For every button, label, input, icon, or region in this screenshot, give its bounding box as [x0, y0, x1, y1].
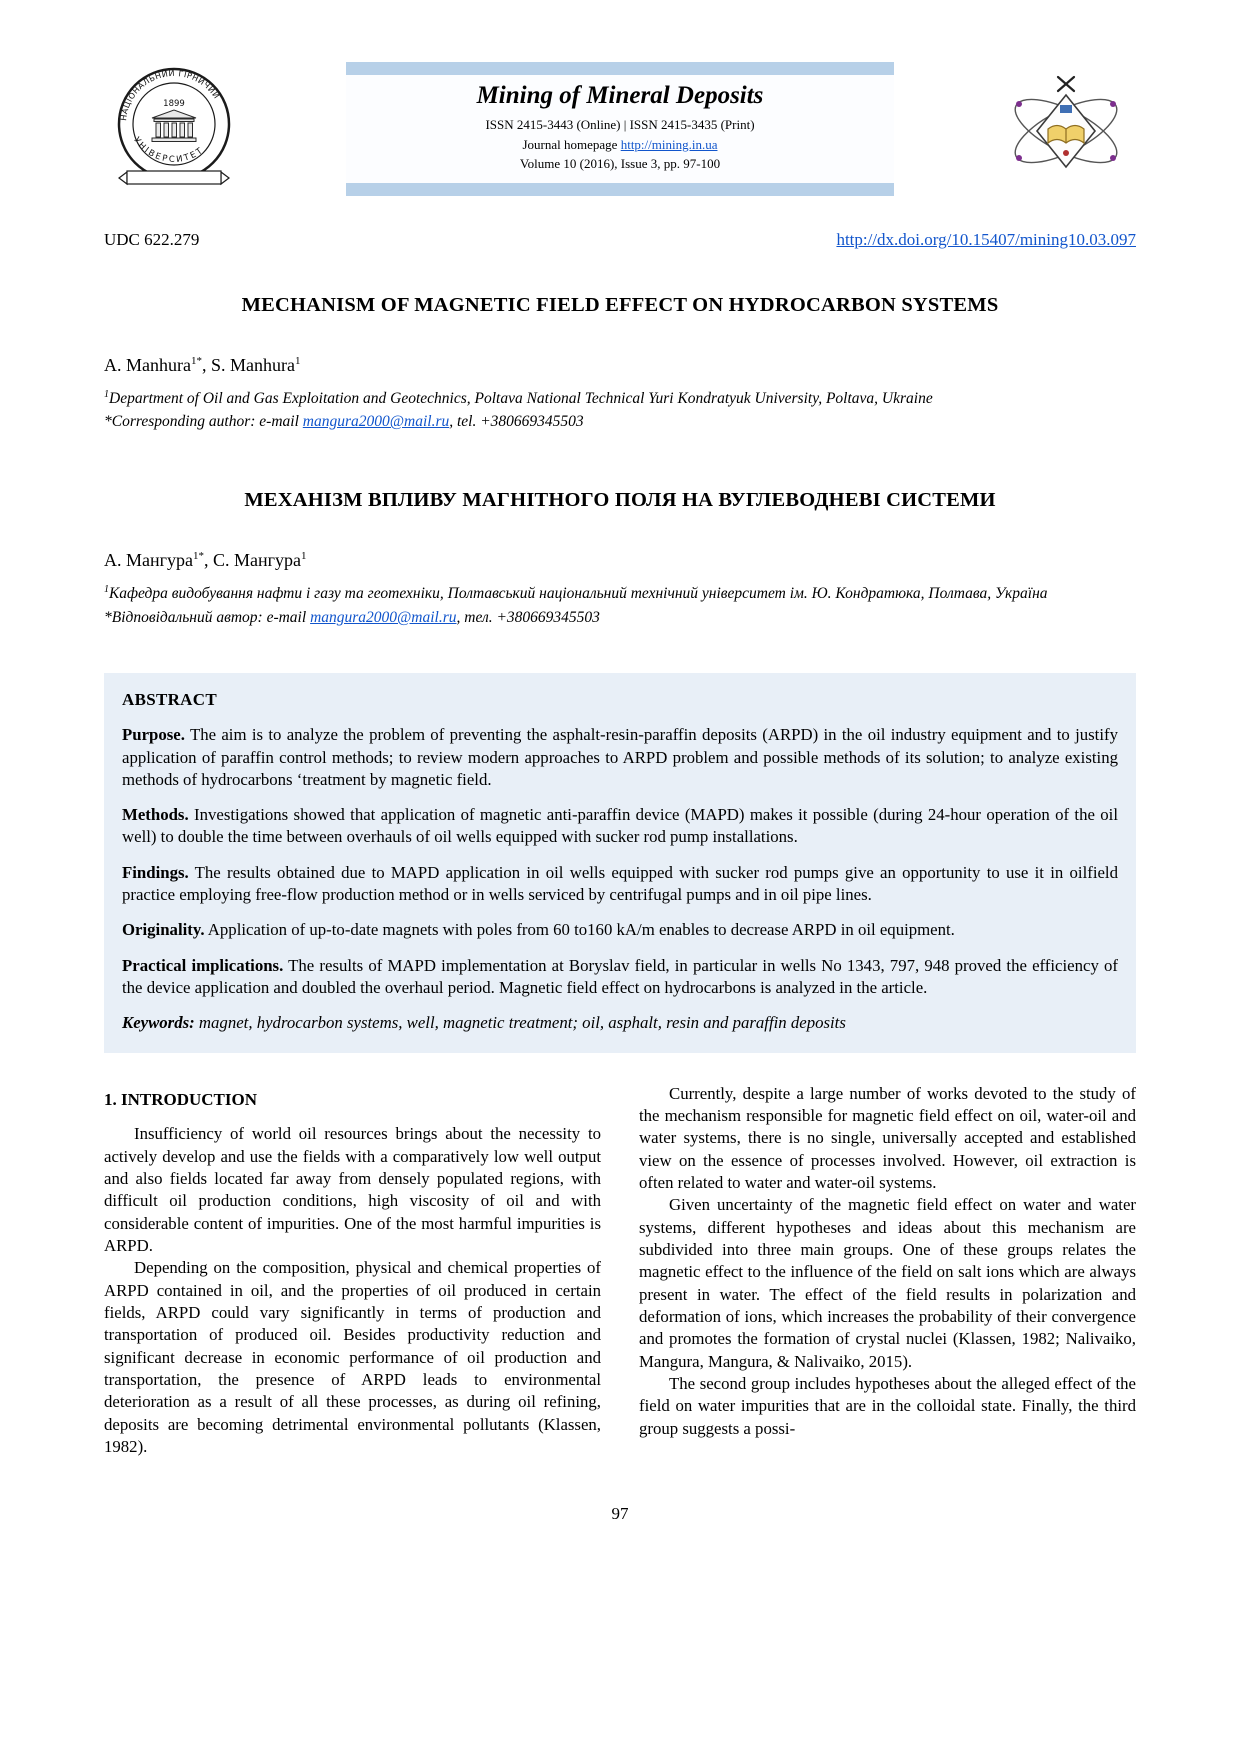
author-sup: 1*: [193, 550, 204, 563]
body-paragraph: Given uncertainty of the magnetic field effect on water and water systems, different hypotheses and ideas about this mechanism are subdivided into three main groups. One of these groups relates the magnetic effect to the influence of the field on salt ions which are always present in water. The effect of the field results in polarization and deformation of ions, which increases the probability of their convergence and promotes the formation of crystal nuclei (Klassen, 1982; Nalivaiko, Mangura, Mangura, & Nalivaiko, 2015).: [639, 1195, 1136, 1371]
abstract-text: Application of up-to-date magnets with poles from 60 to160 kA/m enables to decrease ARPD in oil equipment.: [207, 920, 955, 940]
abstract-text: The results of MAPD implementation at Boryslav field, in particular in wells No 1343, 797, 948 proved the efficiency of the device application and doubled the overhaul period. Magnetic field effect on hydrocarbons is analyzed in the article.: [122, 955, 1118, 998]
crossed-hammers-icon: [1058, 77, 1074, 91]
volume-line: Volume 10 (2016), Issue 3, pp. 97-100: [519, 156, 721, 171]
author-name: , С. Мангура: [204, 550, 302, 571]
seal-ring-text-bottom: УНІВЕРСИТЕТ: [131, 135, 207, 165]
abstract-label: Practical implications.: [122, 955, 284, 975]
body-paragraph: Depending on the composition, physical and chemical properties of ARPD contained in oil, and the properties of oil produced in certain fields, ARPD could vary significantly in terms of production and transportation of produced oil. Besides productivity reduction and significant decrease in economic performance of oil production and transportation, the presence of ARPD leads to environmental deterioration as a result of all these processes, as during oil refining, deposits are becoming detrimental environmental pollutants (Klassen, 1982).: [104, 1258, 601, 1456]
abstract-paragraph: [122, 919, 1118, 941]
keywords-label: Keywords:: [122, 1013, 195, 1033]
abstract-paragraph: [122, 862, 1118, 907]
abstract-label: Purpose.: [122, 725, 185, 745]
email-link[interactable]: mangura2000@mail.ru: [310, 608, 457, 626]
abstract-paragraph: [122, 955, 1118, 1000]
left-column: [104, 1083, 601, 1459]
right-column: [639, 1083, 1136, 1459]
body-paragraph: The second group includes hypotheses about the alleged effect of the field on water impurities that are in the colloidal state. Finally, the third group suggests a possi-: [639, 1374, 1136, 1438]
homepage-line: [356, 135, 884, 155]
abstract-paragraph: [122, 724, 1118, 791]
author-name: , S. Manhura: [201, 354, 295, 375]
university-logo: [104, 66, 244, 192]
authors-ua: [104, 550, 1136, 571]
corresponding-suffix: , тел. +380669345503: [456, 608, 600, 626]
university-seal-icon: [105, 66, 243, 192]
journal-header: [104, 62, 1136, 196]
abstract-label: Originality.: [122, 920, 205, 940]
affiliation-sup: 1: [104, 388, 109, 400]
article-title-en: MECHANISM OF MAGNETIC FIELD EFFECT ON HYDROCARBON SYSTEMS: [241, 293, 999, 316]
affiliation-ua: [104, 583, 1136, 605]
homepage-label: Journal homepage: [522, 136, 621, 152]
doi-link[interactable]: http://dx.doi.org/10.15407/mining10.03.097: [836, 229, 1136, 249]
journal-logo: [996, 69, 1136, 189]
abstract-label: Methods.: [122, 805, 189, 825]
abstract-text: The results obtained due to MAPD application in oil wells equipped with sucker rod pumps give an opportunity to use it in oilfield practice employing free-flow production method or in wells serviced by centrifugal pumps and in oil pipe lines.: [122, 862, 1118, 905]
page-number: 97: [611, 1504, 629, 1524]
homepage-link[interactable]: http://mining.in.ua: [620, 136, 718, 152]
abstract-label: Findings.: [122, 862, 189, 882]
flag-icon: [1060, 105, 1072, 113]
abstract-text: The aim is to analyze the problem of preventing the asphalt-resin-paraffin deposits (ARPD) in the oil industry equipment and to justify application of paraffin control methods; to review modern approaches to ARPD problem and possible methods of its solution; to analyze existing methods of hydrocarbons ‘treatment by magnetic field.: [122, 725, 1118, 789]
section-heading-introduction: 1. INTRODUCTION: [104, 1089, 258, 1109]
corresponding-suffix: , tel. +380669345503: [449, 413, 584, 431]
author-name: А. Мангура: [104, 550, 193, 571]
abstract-heading: ABSTRACT: [122, 689, 217, 709]
email-link[interactable]: mangura2000@mail.ru: [302, 413, 450, 431]
corresponding-en: [104, 411, 1136, 433]
affiliation-text: Кафедра видобування нафти і газу та геотехніки, Полтавський національний технічний університет ім. Ю. Кондратюка, Полтава, Україна: [109, 585, 1048, 603]
article-title-ua: МЕХАНІЗМ ВПЛИВУ МАГНІТНОГО ПОЛЯ НА ВУГЛЕВОДНЕВІ СИСТЕМИ: [244, 489, 996, 512]
keywords-text: magnet, hydrocarbon systems, well, magnetic treatment; oil, asphalt, resin and paraffin deposits: [198, 1013, 846, 1033]
seal-ribbon: [119, 171, 229, 184]
journal-banner: [346, 62, 894, 196]
author-sup: 1*: [190, 354, 202, 367]
udc-number: UDC 622.279: [104, 229, 200, 249]
journal-emblem-icon: [1002, 69, 1130, 189]
abstract-box: [104, 673, 1136, 1053]
affiliation-text: Department of Oil and Gas Exploitation and Geotechnics, Poltava National Technical Yuri Kondratyuk University, Poltava, Ukraine: [109, 389, 933, 407]
author-sup: 1: [301, 550, 307, 563]
seal-ring-text-top: НАЦІОНАЛЬНИЙ ГІРНИЧИЙ: [119, 68, 222, 122]
seal-year: 1899: [163, 98, 185, 109]
corresponding-ua: [104, 607, 1136, 629]
affiliation-en: [104, 388, 1136, 410]
abstract-text: Investigations showed that application of magnetic anti-paraffin device (MAPD) makes it possible (during 24-hour operation of the oil well) to double the time between overhauls of oil wells equipped with sucker rod pump installations.: [122, 805, 1118, 847]
article-body: [104, 1083, 1136, 1459]
author-name: A. Manhura: [104, 354, 191, 375]
corresponding-prefix: *Corresponding author: e-mail: [104, 413, 303, 431]
corresponding-prefix: *Відповідальний автор: e-mail: [104, 608, 311, 626]
affiliation-sup: 1: [104, 584, 109, 596]
authors-en: [104, 355, 1136, 376]
author-sup: 1: [294, 354, 301, 367]
keywords-line: [122, 1012, 1118, 1034]
issn-line: ISSN 2415-3443 (Online) | ISSN 2415-3435 (Print): [485, 117, 755, 132]
body-paragraph: Currently, despite a large number of works devoted to the study of the mechanism responsible for magnetic field effect on oil, water-oil and water systems, there is no single, universally accepted and established view on the essence of processes involved. However, oil extraction is often related to water and water-oil systems.: [639, 1083, 1136, 1193]
meta-row: [104, 230, 1136, 250]
abstract-paragraph: [122, 804, 1118, 849]
body-paragraph: Insufficiency of world oil resources brings about the necessity to actively develop and use the fields with a comparatively low well output and also fields located far away from densely populated regions, with difficult oil production conditions, high viscosity of oil and with considerable content of impurities. One of the most harmful impurities is ARPD.: [104, 1124, 601, 1256]
journal-title: Mining of Mineral Deposits: [476, 82, 764, 109]
